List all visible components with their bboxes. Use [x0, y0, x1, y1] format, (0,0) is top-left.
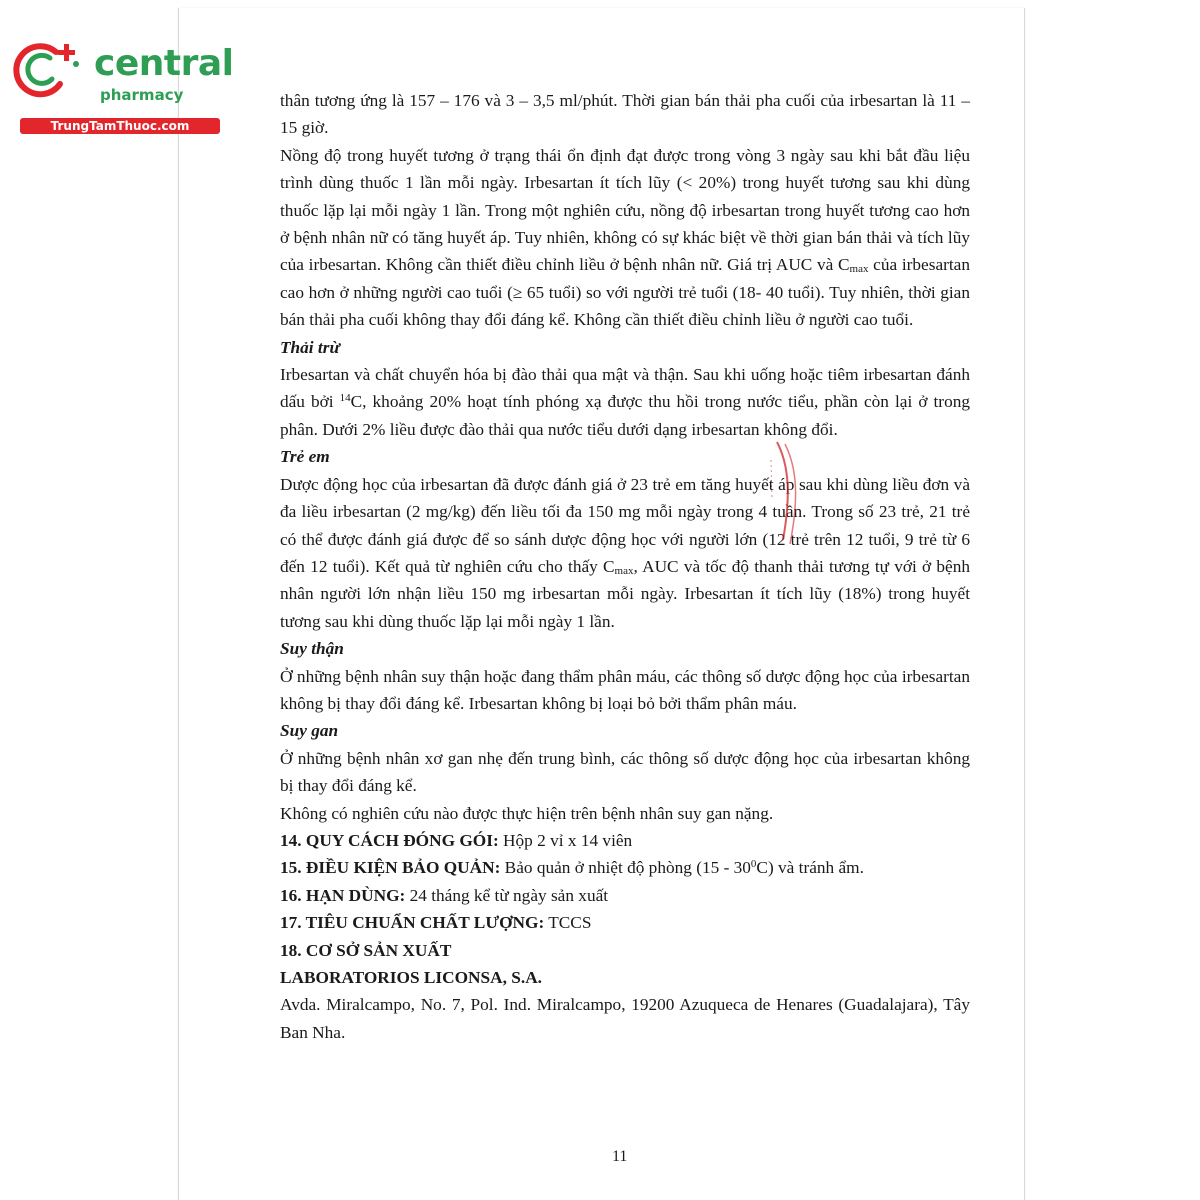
page-number: 11	[612, 1148, 628, 1165]
section-15	[280, 854, 970, 881]
pharmacy-logo-icon	[10, 38, 92, 100]
red-stamp-mark-icon	[755, 440, 805, 550]
section-16	[280, 882, 970, 909]
document-body	[280, 87, 970, 1046]
section-18: 18. CƠ SỞ SẢN XUẤT	[280, 940, 452, 960]
superscript-degree: 0	[750, 858, 757, 871]
text-segment: Nồng độ trong huyết tương ở trạng thái ổn định đạt được trong vòng 3 ngày sau khi bắt đầu liệu trình dùng thuốc 1 lần mỗi ngày. Irbesartan ít tích lũy (< 20%) trong huyết tương sau khi dùng thuốc lặp lại mỗi ngày 1 lần. Trong một nghiên cứu, nồng độ irbesartan trong huyết tương cao hơn ở bệnh nhân nữ có tăng huyết áp. Tuy nhiên, không có sự khác biệt về thời gian bán thải và tích lũy của irbesartan. Không cần thiết điều chỉnh liều ở bệnh nhân nữ. Giá trị AUC và C	[280, 145, 970, 275]
section-text: 24 tháng kể từ ngày sản xuất	[405, 885, 609, 905]
text-segment: , AUC và tốc độ thanh thải tương tự với ở bệnh nhân người lớn nhận liều 150 mg irbesartan mỗi ngày. Irbesartan ít tích lũy (18%) trong huyết tương sau khi dùng thuốc lặp lại mỗi ngày 1 lần.	[280, 556, 970, 631]
subscript-max: max	[849, 263, 869, 276]
manufacturer-name: LABORATORIOS LICONSA, S.A.	[280, 968, 543, 987]
text-segment: Dược động học của irbesartan đã được đánh giá ở 23 trẻ em tăng huyết áp sau khi dùng liều đơn và đa liều irbesartan (2 mg/kg) đến liều tối đa 150 mg mỗi ngày trong 4 tuần. Trong số 23 trẻ, 21 trẻ có thể được đánh giá được để so sánh dược động học với người lớn (12 trẻ trên 12 tuổi, 9 trẻ từ 6 đến 12 tuổi). Kết quả từ nghiên cứu cho thấy C	[280, 474, 970, 576]
section-text: C) và tránh ẩm.	[756, 858, 864, 878]
section-text: Hộp 2 vỉ x 14 viên	[498, 830, 633, 850]
brand-subtitle: pharmacy	[100, 86, 184, 104]
text-segment: C, khoảng 20% hoạt tính phóng xạ được thu hồi trong nước tiểu, phần còn lại ở trong phân. Dưới 2% liều được đào thải qua nước tiểu dưới dạng irbesartan không đổi.	[280, 392, 970, 439]
section-label: 14. QUY CÁCH ĐÓNG GÓI:	[280, 830, 499, 850]
central-pharmacy-logo	[10, 38, 234, 138]
section-label: 16. HẠN DÙNG:	[280, 885, 406, 905]
heading-suy-gan: Suy gan	[280, 721, 339, 741]
paragraph-renal: Ở những bệnh nhân suy thận hoặc đang thẩm phân máu, các thông số dược động học của irbesartan không bị thay đổi đáng kể. Irbesartan không bị loại bỏ bởi thẩm phân máu.	[280, 666, 970, 713]
text-segment: của irbesartan cao hơn ở những người cao tuổi (≥ 65 tuổi) so với người trẻ tuổi (18- 40 tuổi). Tuy nhiên, thời gian bán thải pha cuối không thay đổi đáng kể. Không cần thiết điều chỉnh liều ở người cao tuổi.	[280, 255, 970, 330]
section-label: 15. ĐIỀU KIỆN BẢO QUẢN:	[280, 858, 501, 878]
paragraph-elimination	[280, 361, 970, 443]
section-label: 17. TIÊU CHUẨN CHẤT LƯỢNG:	[280, 913, 545, 933]
heading-thai-tru: Thải trừ	[280, 337, 340, 357]
heading-suy-than: Suy thận	[280, 639, 344, 659]
section-17	[280, 909, 970, 936]
text-segment: Irbesartan và chất chuyển hóa bị đào thải qua mật và thận. Sau khi uống hoặc tiêm irbesartan đánh dấu bởi	[280, 365, 970, 412]
brand-website: TrungTamThuoc.com	[20, 118, 220, 134]
paragraph-hepatic: Ở những bệnh nhân xơ gan nhẹ đến trung bình, các thông số dược động học của irbesartan không bị thay đổi đáng kể.	[280, 748, 970, 796]
paragraph-children	[280, 471, 970, 635]
paragraph-steady-state	[280, 142, 970, 334]
subscript-max: max	[614, 564, 634, 577]
paragraph-half-life: thân tương ứng là 157 – 176 và 3 – 3,5 ml/phút. Thời gian bán thải pha cuối của irbesartan là 11 – 15 giờ.	[280, 91, 970, 138]
section-text: TCCS	[544, 913, 592, 933]
section-14	[280, 827, 970, 854]
heading-tre-em: Trẻ em	[280, 447, 330, 467]
manufacturer-address: Avda. Miralcampo, No. 7, Pol. Ind. Miralcampo, 19200 Azuqueca de Henares (Guadalajara), Tây Ban Nha.	[280, 995, 970, 1042]
superscript-14: 14	[339, 392, 351, 405]
brand-name: central	[94, 43, 234, 84]
paragraph-hepatic-severe: Không có nghiên cứu nào được thực hiện trên bệnh nhân suy gan nặng.	[280, 803, 774, 823]
section-text: Bảo quản ở nhiệt độ phòng (15 - 30	[500, 858, 751, 878]
